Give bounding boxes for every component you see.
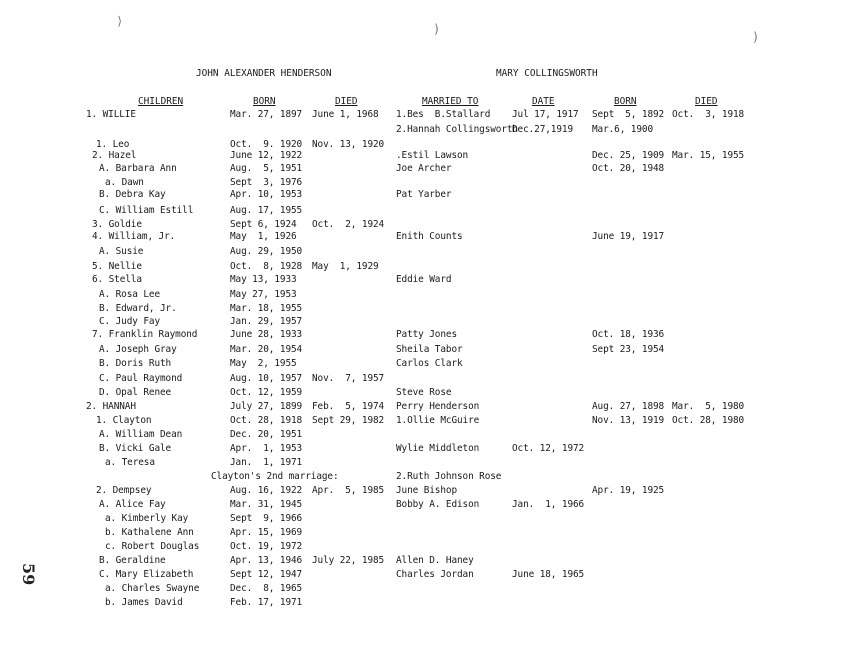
born-date: Aug. 5, 1951 <box>230 163 303 174</box>
spouse-name: Bobby A. Edison <box>396 499 480 510</box>
spouse-name: Sheila Tabor <box>396 344 463 355</box>
spouse-died-date: Oct. 3, 1918 <box>672 109 745 120</box>
scan-artifact: ⟩ <box>116 14 124 28</box>
child-name: b. James David <box>105 597 183 608</box>
spouse-name: Allen D. Haney <box>396 555 474 566</box>
born-date: Mar. 27, 1897 <box>230 109 303 120</box>
child-name: A. Joseph Gray <box>99 344 177 355</box>
child-name: A. Alice Fay <box>99 499 166 510</box>
child-name: 6. Stella <box>92 274 142 285</box>
born-date: July 27, 1899 <box>230 401 303 412</box>
spouse-name: .Estil Lawson <box>396 150 469 161</box>
born-date: Dec. 20, 1951 <box>230 429 303 440</box>
born-date: Oct. 19, 1972 <box>230 541 303 552</box>
spouse-died-date: Mar. 15, 1955 <box>672 150 745 161</box>
died-date: June 1, 1968 <box>312 109 379 120</box>
spouse-born-date: Aug. 27, 1898 <box>592 401 665 412</box>
born-date: Mar. 18, 1955 <box>230 303 303 314</box>
child-name: C. Judy Fay <box>99 316 160 327</box>
born-date: June 12, 1922 <box>230 150 303 161</box>
marriage-date: Dec.27,1919 <box>512 124 573 135</box>
spouse-name: Carlos Clark <box>396 358 463 369</box>
child-name: 4. William, Jr. <box>92 231 176 242</box>
spouse-name: 2.Ruth Johnson Rose <box>396 471 502 482</box>
born-date: Dec. 8, 1965 <box>230 583 303 594</box>
spouse-name: June Bishop <box>396 485 457 496</box>
born-date: Feb. 17, 1971 <box>230 597 303 608</box>
died-date: May 1, 1929 <box>312 261 379 272</box>
born-date: Jan. 1, 1971 <box>230 457 303 468</box>
born-date: Mar. 20, 1954 <box>230 344 303 355</box>
child-name: A. Rosa Lee <box>99 289 160 300</box>
born-date: May 27, 1953 <box>230 289 297 300</box>
marriage-date: Jul 17, 1917 <box>512 109 579 120</box>
child-name: A. William Dean <box>99 429 183 440</box>
father-name: JOHN ALEXANDER HENDERSON <box>196 68 332 79</box>
spouse-name: 1.Ollie McGuire <box>396 415 480 426</box>
spouse-name: 1.Bes B.Stallard <box>396 109 491 120</box>
died-date: Sept 29, 1982 <box>312 415 385 426</box>
child-name: 5. Nellie <box>92 261 142 272</box>
born-date: Oct. 9. 1920 <box>230 139 303 150</box>
child-name: B. Edward, Jr. <box>99 303 177 314</box>
spouse-name: Charles Jordan <box>396 569 474 580</box>
child-name: 2. Dempsey <box>96 485 152 496</box>
spouse-born-date: Sept 23, 1954 <box>592 344 665 355</box>
child-name: 1. Leo <box>96 139 130 150</box>
child-name: c. Robert Douglas <box>105 541 200 552</box>
born-date: Sept 6, 1924 <box>230 219 297 230</box>
child-name: a. Dawn <box>105 177 144 188</box>
born-date: June 28, 1933 <box>230 329 303 340</box>
born-date: May 13, 1933 <box>230 274 297 285</box>
col-date: DATE <box>532 96 555 107</box>
spouse-died-date: Oct. 28, 1980 <box>672 415 745 426</box>
child-name: 1. Clayton <box>96 415 152 426</box>
child-name: 7. Franklin Raymond <box>92 329 198 340</box>
born-date: Mar. 31, 1945 <box>230 499 303 510</box>
born-date: Oct. 8, 1928 <box>230 261 303 272</box>
spouse-born-date: Sept 5, 1892 <box>592 109 665 120</box>
child-name: b. Kathalene Ann <box>105 527 194 538</box>
col-spouse-born: BORN <box>614 96 637 107</box>
spouse-name: Joe Archer <box>396 163 452 174</box>
child-name: 2. Hazel <box>92 150 137 161</box>
child-name: C. William Estill <box>99 205 194 216</box>
born-date: Jan. 29, 1957 <box>230 316 303 327</box>
died-date: July 22, 1985 <box>312 555 385 566</box>
born-date: Aug. 17, 1955 <box>230 205 303 216</box>
died-date: Apr. 5, 1985 <box>312 485 385 496</box>
child-name: Clayton's 2nd marriage: <box>211 471 339 482</box>
born-date: Aug. 29, 1950 <box>230 246 303 257</box>
died-date: Nov. 7, 1957 <box>312 373 385 384</box>
child-name: a. Teresa <box>105 457 155 468</box>
marriage-date: Jan. 1, 1966 <box>512 499 585 510</box>
born-date: Oct. 28, 1918 <box>230 415 303 426</box>
spouse-born-date: Oct. 20, 1948 <box>592 163 665 174</box>
spouse-name: 2.Hannah Collingsworth <box>396 124 518 135</box>
born-date: Sept 12, 1947 <box>230 569 303 580</box>
marriage-date: Oct. 12, 1972 <box>512 443 585 454</box>
col-died: DIED <box>335 96 358 107</box>
born-date: May 2, 1955 <box>230 358 297 369</box>
child-name: B. Vicki Gale <box>99 443 172 454</box>
spouse-name: Pat Yarber <box>396 189 452 200</box>
born-date: Sept 9, 1966 <box>230 513 303 524</box>
child-name: B. Geraldine <box>99 555 166 566</box>
born-date: Aug. 16, 1922 <box>230 485 303 496</box>
spouse-name: Wylie Middleton <box>396 443 480 454</box>
child-name: a. Kimberly Kay <box>105 513 189 524</box>
born-date: Apr. 15, 1969 <box>230 527 303 538</box>
mother-name: MARY COLLINGSWORTH <box>496 68 598 79</box>
died-date: Feb. 5, 1974 <box>312 401 385 412</box>
scan-artifact: ) <box>752 30 760 44</box>
born-date: Sept 3, 1976 <box>230 177 303 188</box>
died-date: Nov. 13, 1920 <box>312 139 385 150</box>
scan-artifact: ) <box>433 22 441 36</box>
handwritten-page-number: 59 <box>19 563 38 586</box>
col-born: BORN <box>253 96 276 107</box>
child-name: A. Barbara Ann <box>99 163 177 174</box>
spouse-name: Steve Rose <box>396 387 452 398</box>
child-name: 3. Goldie <box>92 219 142 230</box>
child-name: D. Opal Renee <box>99 387 172 398</box>
spouse-born-date: Nov. 13, 1919 <box>592 415 665 426</box>
child-name: B. Debra Kay <box>99 189 166 200</box>
spouse-born-date: Dec. 25, 1909 <box>592 150 665 161</box>
child-name: a. Charles Swayne <box>105 583 200 594</box>
child-name: C. Paul Raymond <box>99 373 183 384</box>
col-spouse-died: DIED <box>695 96 718 107</box>
spouse-name: Eddie Ward <box>396 274 452 285</box>
born-date: Aug. 10, 1957 <box>230 373 303 384</box>
child-name: 2. HANNAH <box>86 401 136 412</box>
died-date: Oct. 2, 1924 <box>312 219 385 230</box>
child-name: B. Doris Ruth <box>99 358 172 369</box>
born-date: Apr. 1, 1953 <box>230 443 303 454</box>
spouse-name: Patty Jones <box>396 329 457 340</box>
born-date: Apr. 10, 1953 <box>230 189 303 200</box>
spouse-born-date: Apr. 19, 1925 <box>592 485 665 496</box>
child-name: 1. WILLIE <box>86 109 136 120</box>
spouse-born-date: Oct. 18, 1936 <box>592 329 665 340</box>
spouse-name: Perry Henderson <box>396 401 480 412</box>
spouse-born-date: June 19, 1917 <box>592 231 665 242</box>
spouse-name: Enith Counts <box>396 231 463 242</box>
child-name: C. Mary Elizabeth <box>99 569 194 580</box>
col-married-to: MARRIED TO <box>422 96 479 107</box>
col-children: CHILDREN <box>138 96 184 107</box>
spouse-born-date: Mar.6, 1900 <box>592 124 653 135</box>
born-date: Oct. 12, 1959 <box>230 387 303 398</box>
marriage-date: June 18, 1965 <box>512 569 585 580</box>
spouse-died-date: Mar. 5, 1980 <box>672 401 745 412</box>
child-name: A. Susie <box>99 246 144 257</box>
born-date: Apr. 13, 1946 <box>230 555 303 566</box>
born-date: May 1, 1926 <box>230 231 297 242</box>
